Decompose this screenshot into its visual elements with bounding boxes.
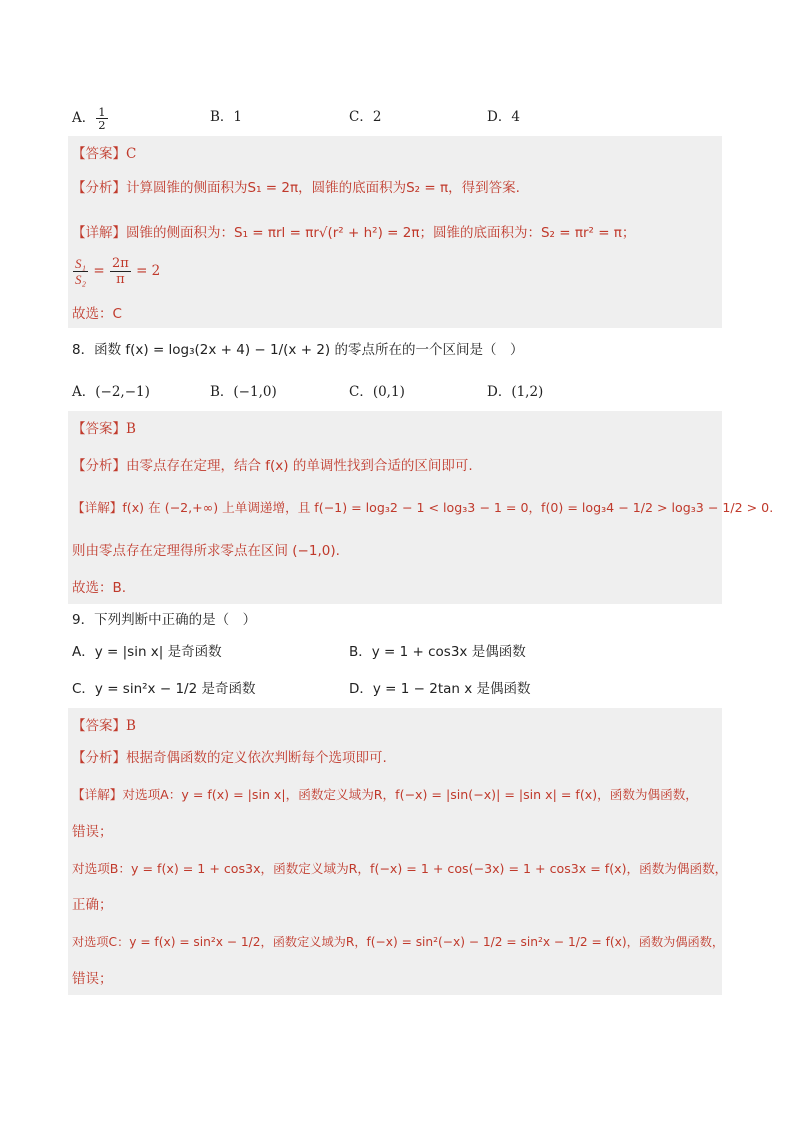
q9-option-a: A．y = |sin x| 是奇函数 bbox=[72, 644, 222, 660]
q8-option-d: D．(1,2) bbox=[487, 384, 544, 400]
q7-conclusion: 故选：C bbox=[72, 306, 122, 322]
q7-analysis: 【分析】计算圆锥的侧面积为S₁ = 2π，圆锥的底面积为S₂ = π，得到答案. bbox=[72, 180, 520, 196]
q8-detail: 【详解】f(x) 在 (−2,+∞) 上单调递增，且 f(−1) = log₃2 − 1 < log₃3 − 1 = 0，f(0) = log₃4 − 1/2 > log₃3 − 1/2 > 0. bbox=[72, 500, 774, 515]
q9-detail-c: 对选项C：y = f(x) = sin²x − 1/2，函数定义域为R，f(−x) = sin²(−x) − 1/2 = sin²x − 1/2 = f(x)，函数为偶函数， bbox=[72, 935, 725, 949]
q7-detail: 【详解】圆锥的侧面积为：S₁ = πrl = πr√(r² + h²) = 2π；圆锥的底面积为：S₂ = πr² = π； bbox=[72, 225, 636, 241]
q8-answer: 【答案】B bbox=[72, 421, 136, 437]
q9-detail-b: 对选项B：y = f(x) = 1 + cos3x，函数定义域为R，f(−x) = 1 + cos(−3x) = 1 + cos3x = f(x)，函数为偶函数， bbox=[72, 861, 728, 876]
q8-conclusion: 故选：B. bbox=[72, 580, 127, 596]
q7-option-b: B．1 bbox=[210, 109, 243, 125]
q9-detail-a-end: 错误； bbox=[72, 824, 113, 840]
q7-answer: 【答案】C bbox=[72, 146, 137, 162]
q7-ratio: $\frac{\text{S₁}}{\text{S₂}}$ = $\frac{2\pi}{\pi}$ = 2 bbox=[75, 256, 161, 287]
q8-stem: 8．函数 f(x) = log₃(2x + 4) − 1/(x + 2) 的零点所在的一个区间是（ ） bbox=[72, 342, 524, 358]
q9-option-b: B．y = 1 + cos3x 是偶函数 bbox=[349, 644, 526, 660]
q9-answer: 【答案】B bbox=[72, 718, 136, 734]
q9-detail-c-end: 错误； bbox=[72, 971, 113, 987]
q8-option-a: A．(−2,−1) bbox=[72, 384, 150, 400]
q8-option-b: B．(−1,0) bbox=[210, 384, 277, 400]
q9-analysis: 【分析】根据奇偶函数的定义依次判断每个选项即可. bbox=[72, 750, 387, 766]
q9-option-c: C．y = sin²x − 1/2 是奇函数 bbox=[72, 681, 256, 697]
q9-option-d: D．y = 1 − 2tan x 是偶函数 bbox=[349, 681, 531, 697]
q7-option-d: D．4 bbox=[487, 109, 520, 125]
q7-option-c: C．2 bbox=[349, 109, 382, 125]
q8-detail-2: 则由零点存在定理得所求零点在区间 (−1,0). bbox=[72, 543, 340, 559]
q8-analysis: 【分析】由零点存在定理，结合 f(x) 的单调性找到合适的区间即可. bbox=[72, 458, 473, 474]
q7-option-a: A． $\frac{1}{2}$ bbox=[72, 105, 106, 132]
q8-option-c: C．(0,1) bbox=[349, 384, 405, 400]
q9-detail-b-end: 正确； bbox=[72, 897, 113, 913]
q9-detail-a: 【详解】对选项A：y = f(x) = |sin x|，函数定义域为R，f(−x) = |sin(−x)| = |sin x| = f(x)，函数为偶函数， bbox=[72, 787, 698, 802]
q9-stem: 9．下列判断中正确的是（ ） bbox=[72, 612, 257, 628]
